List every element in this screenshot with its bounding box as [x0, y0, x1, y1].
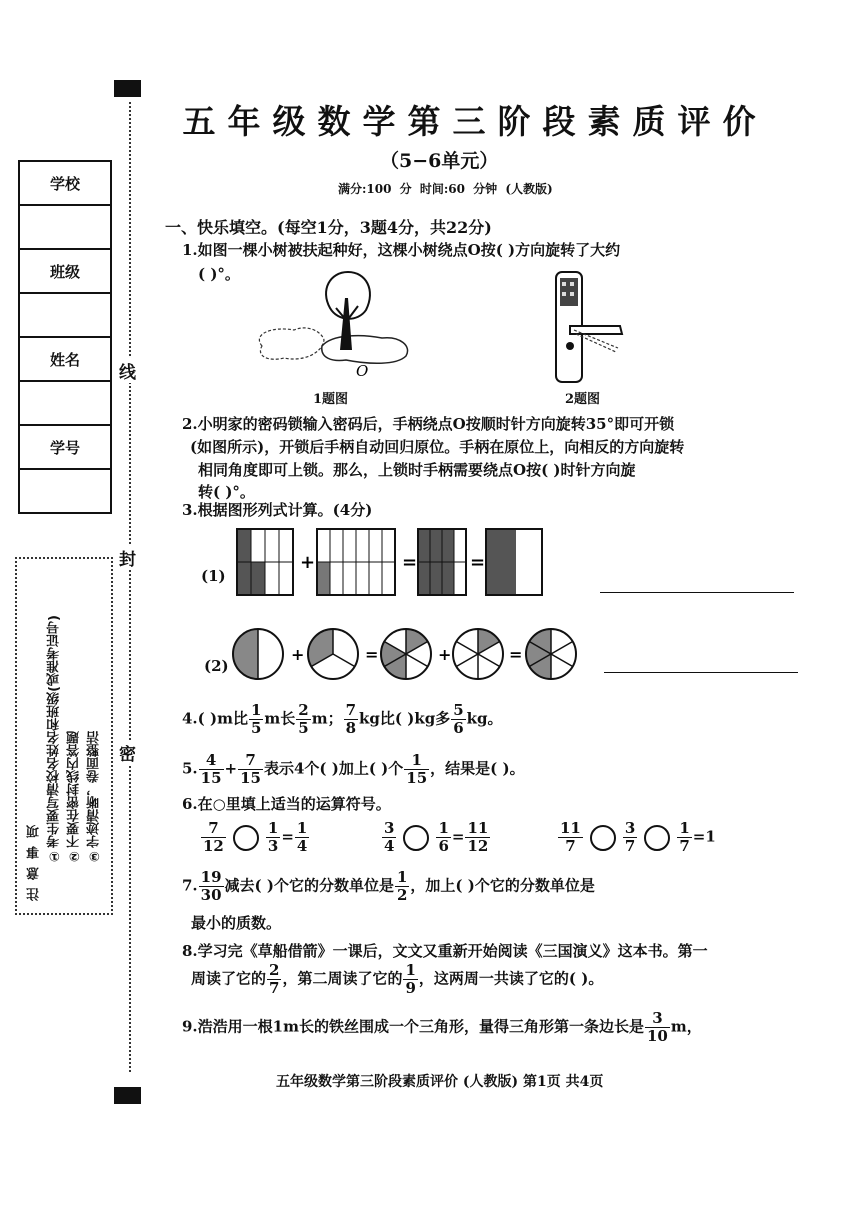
q6-expression-1: $\frac{7}{12}$ $\frac{1}{3}$ = $\frac{1}{4}$: [203, 819, 308, 855]
circle-model-c: [381, 629, 431, 679]
q3-circle-model: [232, 626, 582, 682]
operator-blank-2[interactable]: [403, 825, 429, 851]
page-title: 五年级数学第三阶段素质评价: [182, 102, 768, 141]
operator-blank-4[interactable]: [644, 825, 670, 851]
q1-line2: ( )°。: [198, 265, 240, 283]
q7-fraction-1: $\frac{19}{30}$: [200, 868, 222, 904]
q4-fraction-4: $\frac{5}{6}$: [453, 701, 464, 737]
notes-heading: 注意事项: [27, 817, 42, 901]
page-subtitle: （5−6单元）: [380, 150, 499, 172]
q5-part2: ，结果是( )。: [430, 759, 525, 778]
q9-fraction-1: $\frac{3}{10}$: [646, 1009, 668, 1045]
q5-line: [182, 752, 525, 787]
q8-line2: 周读了它的 $\frac{2}{7}$ ，第二周读了它的 $\frac{1}{9}$ ，这两周一共读了它的( )。: [191, 961, 604, 997]
operator-blank-3[interactable]: [590, 825, 616, 851]
exam-meta: 满分:100 分 时间:60 分钟 (人教版): [338, 182, 553, 196]
fallen-tree-outline: [259, 328, 324, 359]
q3-stem: 3.根据图形列式计算。(4分): [182, 501, 373, 519]
q5-part1: 表示4个( )加上( )个: [264, 759, 404, 778]
rect-model-a: [237, 529, 293, 595]
tree-figure: [250, 268, 430, 383]
binding-line: [129, 102, 131, 1072]
handle: [570, 326, 622, 334]
field-class[interactable]: [19, 293, 111, 337]
plus-sign-3: +: [438, 645, 452, 664]
q3-rect-model: [232, 524, 552, 600]
door-lock-figure: [540, 268, 640, 386]
ground-mound: [322, 336, 408, 364]
q7-line2: 最小的质数。: [191, 914, 282, 932]
q4-part1: 4.( )m比: [182, 709, 248, 728]
label-class: 班级: [19, 249, 111, 293]
q2-line2: (如图所示)，开锁后手柄自动回归原位。手柄在原位上，向相反的方向旋转: [190, 438, 685, 456]
equals-sign-1: =: [402, 552, 418, 573]
plus-sign-1: +: [300, 552, 316, 573]
circle-model-a: [233, 629, 283, 679]
q8-fraction-1: $\frac{2}{7}$: [269, 961, 280, 997]
registration-mark-top: [114, 80, 141, 97]
q3-answer-line-1[interactable]: [600, 592, 794, 593]
label-school: 学校: [19, 161, 111, 205]
q4-line: [182, 702, 503, 737]
label-name: 姓名: [19, 337, 111, 381]
q4-part3: m；: [311, 709, 343, 728]
rect-model-c: [418, 529, 466, 595]
operator-blank-1[interactable]: [233, 825, 259, 851]
binding-char-mi: 密: [119, 740, 136, 765]
q3-answer-line-2[interactable]: [604, 672, 798, 673]
q6-expression-2: $\frac{3}{4}$ $\frac{1}{6}$ = $\frac{11}{12}$: [384, 819, 489, 855]
circle-model-e: [526, 629, 576, 679]
note-2: ②不要在密封线内答题: [67, 731, 82, 863]
note-3: ③字迹清晰，卷面整洁: [87, 731, 102, 863]
registration-mark-bottom: [114, 1087, 141, 1104]
student-info-table: [18, 160, 112, 514]
q6-expression-3: $\frac{11}{7}$ $\frac{3}{7}$ $\frac{1}{7}$ =1: [560, 819, 716, 855]
q1-line1: 1.如图一棵小树被扶起种好，这棵小树绕点O按( )方向旋转了大约: [182, 241, 621, 259]
tree-trunk: [340, 298, 352, 350]
q7-fraction-2: $\frac{1}{2}$: [396, 868, 408, 904]
equals-sign-2: =: [470, 552, 486, 573]
q8-fraction-2: $\frac{1}{9}$: [405, 961, 416, 997]
q5-fraction-1: $\frac{4}{15}$: [200, 751, 222, 787]
page-footer: 五年级数学第三阶段素质评价 (人教版) 第1页 共4页: [276, 1074, 604, 1090]
notes-box: [15, 557, 113, 915]
q2-line3: 相同角度即可上锁。那么，上锁时手柄需要绕点O按( )时针方向旋: [198, 461, 636, 479]
q4-part2: m长: [264, 709, 296, 728]
q8-line1: 8.学习完《草船借箭》一课后，文文又重新开始阅读《三国演义》这本书。第一: [182, 942, 708, 960]
q3-label-2: (2): [204, 657, 229, 675]
binding-char-xian: 线: [119, 358, 136, 383]
q4-fraction-1: $\frac{1}{5}$: [250, 701, 262, 737]
q6-stem: 6.在○里填上适当的运算符号。: [182, 795, 391, 813]
point-o-label: O: [356, 362, 369, 380]
q4-part4: kg比( )kg多: [359, 709, 451, 728]
binding-char-feng: 封: [119, 545, 136, 570]
q2-line1: 2.小明家的密码锁输入密码后，手柄绕点O按顺时针方向旋转35°即可开锁: [182, 415, 675, 433]
label-student-id: 学号: [19, 425, 111, 469]
circle-model-d: [453, 629, 503, 679]
q5-plus: +: [224, 759, 238, 778]
q3-label-1: (1): [201, 567, 226, 585]
rect-model-b: [317, 529, 395, 595]
q2-caption: 2题图: [565, 392, 601, 407]
q5-fraction-3: $\frac{1}{15}$: [406, 751, 428, 787]
q5-fraction-2: $\frac{7}{15}$: [240, 751, 261, 787]
equals-sign-4: =: [509, 645, 523, 664]
q7-line1: 7. $\frac{19}{30}$ 减去( )个它的分数单位是 $\frac{1}{2}$ ，加上( )个它的分数单位是: [182, 868, 595, 904]
q4-fraction-2: $\frac{2}{5}$: [298, 701, 309, 737]
q1-caption: 1题图: [313, 392, 349, 407]
field-school[interactable]: [19, 205, 111, 249]
q5-number: 5.: [182, 759, 198, 778]
note-1: ①考生要写清校名姓名和班级(或准考证号): [47, 615, 62, 863]
field-name[interactable]: [19, 381, 111, 425]
plus-sign-2: +: [291, 645, 305, 664]
equals-sign-3: =: [365, 645, 379, 664]
field-student-id[interactable]: [19, 469, 111, 513]
circle-model-b: [308, 629, 358, 679]
q4-fraction-3: $\frac{7}{8}$: [345, 701, 357, 737]
q2-line4: 转( )°。: [198, 483, 255, 501]
section-heading: 一、快乐填空。(每空1分，3题4分，共22分): [165, 218, 492, 237]
rect-model-d: [486, 529, 542, 595]
q9-line: 9.浩浩用一根1m长的铁丝围成一个三角形，量得三角形第一条边长是 $\frac{3}{10}$ m，: [182, 1009, 702, 1045]
q4-part5: kg。: [466, 709, 503, 728]
